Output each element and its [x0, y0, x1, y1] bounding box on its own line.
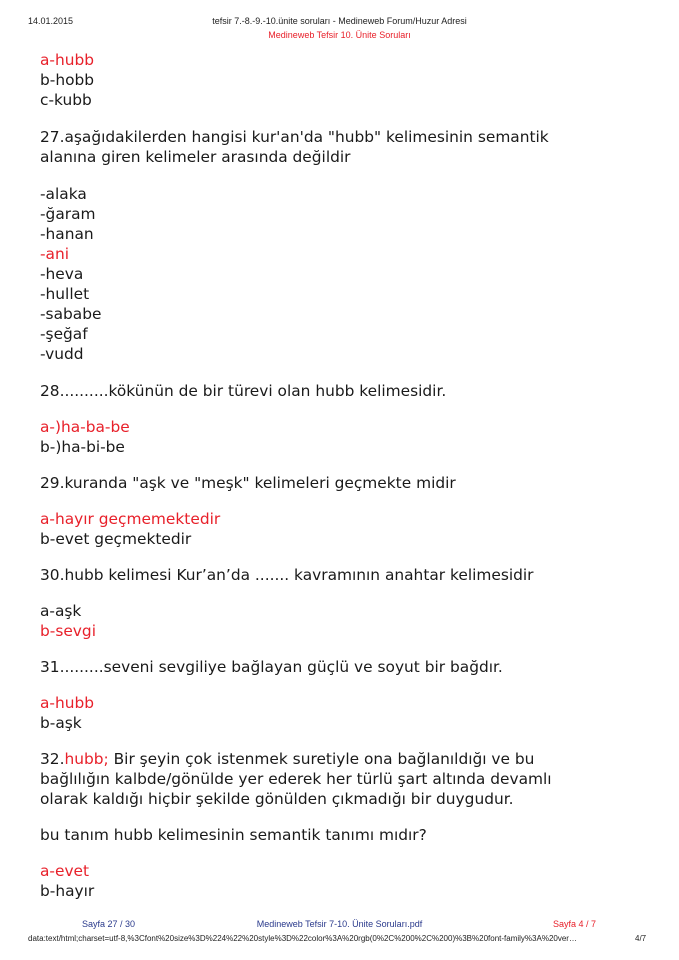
q27-option: -sababe: [40, 305, 102, 323]
q30-question: 30.hubb kelimesi Kur’an’da ....... kavramının anahtar kelimesidir: [40, 566, 534, 584]
q26-option-b: b-hobb: [40, 71, 95, 89]
q32-definition-line3: olarak kaldığı hiçbir şekilde gönülden çıkmadığı bir duygudur.: [40, 790, 514, 808]
q27-option: -hullet: [40, 285, 90, 303]
print-date: 14.01.2015: [28, 16, 74, 26]
page-subtitle: Medineweb Tefsir 10. Ünite Soruları: [268, 30, 411, 40]
footer-page-count: Sayfa 27 / 30: [82, 919, 136, 929]
q32-definition-line1: [40, 749, 640, 769]
q32-question: bu tanım hubb kelimesinin semantik tanımı mıdır?: [40, 826, 427, 844]
q32-line1-rest: Bir şeyin çok istenmek suretiyle ona bağlanıldığı ve bu: [108, 750, 535, 768]
q29-option-b: b-evet geçmektedir: [40, 530, 192, 548]
q27-option: -hanan: [40, 225, 94, 243]
q32-keyword: hubb;: [64, 750, 109, 768]
q27-option-answer: -ani: [40, 245, 70, 263]
q32-number: 32.: [40, 750, 65, 768]
page-title: tefsir 7.-8.-9.-10.ünite soruları - Medineweb Forum/Huzur Adresi: [212, 16, 467, 26]
q27-option: -ğaram: [40, 205, 96, 223]
q27-question-line2: alanına giren kelimeler arasında değildir: [40, 148, 351, 166]
q30-option-b: b-sevgi: [40, 622, 96, 640]
footer-sheet-count: Sayfa 4 / 7: [553, 919, 597, 929]
document-body: [40, 50, 640, 901]
q27-option: -şeğaf: [40, 325, 88, 343]
print-page-number: 4/7: [635, 934, 647, 943]
q32-option-b: b-hayır: [40, 882, 95, 900]
q32-definition-line2: bağlılığın kalbde/gönülde yer ederek her türlü şart altında devamlı: [40, 770, 552, 788]
q26-option-a: a-hubb: [40, 51, 95, 69]
q29-option-a: a-hayır geçmemektedir: [40, 510, 221, 528]
q29-question: 29.kuranda "aşk ve "meşk" kelimeleri geçmekte midir: [40, 474, 456, 492]
q30-option-a: a-aşk: [40, 602, 82, 620]
footer-document-link[interactable]: Medineweb Tefsir 7-10. Ünite Soruları.pdf: [256, 919, 423, 929]
q31-question: 31.........seveni sevgiliye bağlayan güçlü ve soyut bir bağdır.: [40, 658, 503, 676]
q32-option-a: a-evet: [40, 862, 90, 880]
q27-option: -vudd: [40, 345, 84, 363]
q31-option-a: a-hubb: [40, 694, 95, 712]
q26-option-c: c-kubb: [40, 91, 92, 109]
q28-option-b: b-)ha-bi-be: [40, 438, 125, 456]
q31-option-b: b-aşk: [40, 714, 82, 732]
q28-option-a: a-)ha-ba-be: [40, 418, 130, 436]
q28-question: 28..........kökünün de bir türevi olan hubb kelimesidir.: [40, 382, 447, 400]
print-url: data:text/html;charset=utf-8,%3Cfont%20size%3D%224%22%20style%3D%22color%3A%20rgb(0%2C%200%2C%200)%3B%20font-family%3A%20ver…: [28, 934, 577, 943]
q27-question-line1: 27.aşağıdakilerden hangisi kur'an'da "hubb" kelimesinin semantik: [40, 128, 549, 146]
q27-option: -alaka: [40, 185, 87, 203]
q27-option: -heva: [40, 265, 84, 283]
